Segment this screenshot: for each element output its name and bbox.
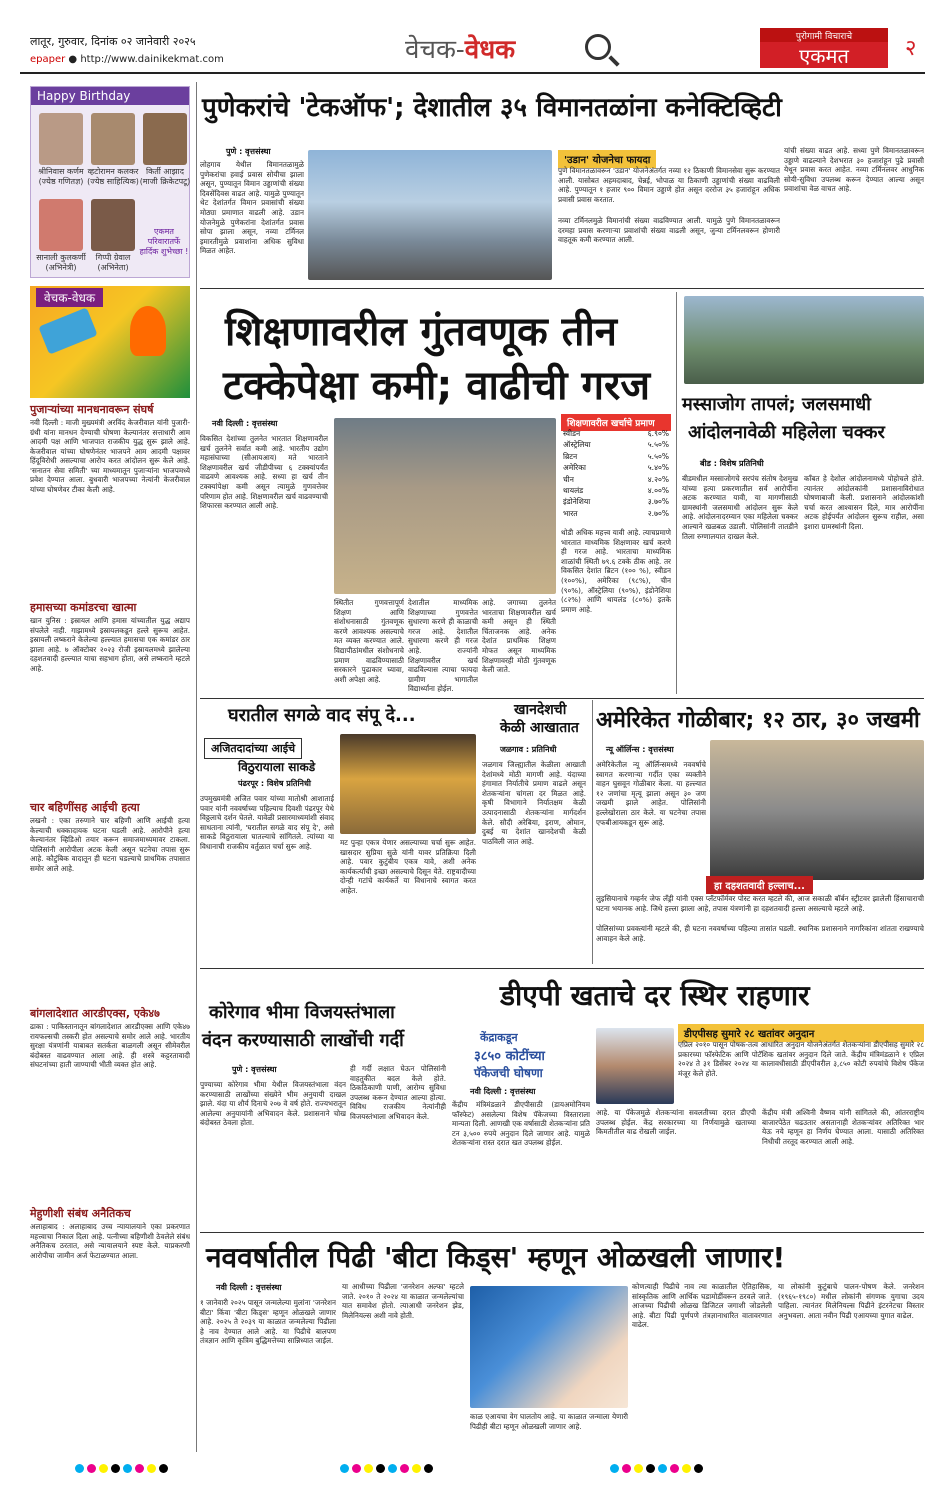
byline: नवी दिल्ली : वृत्तसंस्था (216, 1283, 282, 1292)
registration-dot (400, 1464, 409, 1473)
left-article-text: खान युनिस : इस्रायल आणि हमास यांच्यातील युद्ध अद्याप संपलेले नाही. गाझामध्ये इस्रायलकडून हल्ले सुरूच आहेत. इस्रायली लष्कराने केलेल्या हल्ल्यात हमासचा एक कमांडर ठार झाला आहे. ७ ऑक्टोबर २०२३ रोजी इस्रायलमध्ये झालेल्या दहशतवादी हल्ल्यात याचा सहभाग होता, असे लष्कराने म्हटले आहे. (30, 616, 190, 673)
print-registration-marks (75, 1464, 168, 1473)
registration-dot (147, 1464, 156, 1473)
portrait-2 (91, 113, 135, 165)
beta-baby-image (470, 1286, 628, 1408)
table-row (561, 508, 671, 519)
article-text: बीडमधील मस्साजोगचे सरपंच संतोष देशमुख यांच्या हत्या प्रकरणातील सर्व आरोपींना अटक करण्यात यावी, या मागणीसाठी ग्रामस्थांनी जलसमाधी आंदोलन सुरू केले आहे. आंदोलनादरम्यान एका महिलेला चक्कर आल्याने खळबळ उडाली. पोलिसांनी तातडीने तिला रुग्णालयात दाखल केले. (682, 474, 798, 541)
registration-dot (658, 1464, 667, 1473)
left-article-text: ढाका : पाकिस्तानातून बांगलादेशात आरडीएक्स आणि एके४७ रायफल्सची तस्करी होत असल्याचे समोर आले आहे. भारतीय सुरक्षा यंत्रणांनी याबाबत सतर्कता बाळगली असून सीमेवरील बंदोबस्त वाढवण्यात आला आहे. ही शस्त्रे कट्टरतावादी संघटनांच्या हाती जाण्याची भीती व्यक्त होत आहे. (30, 1022, 190, 1069)
image-caption: काळ एआयचा वेग घालतोय आहे. या काळात जन्माला येणारी पिढीही बीटा म्हणून ओळखली जाणार आहे. (470, 1412, 628, 1431)
headline-massajog-line2: आंदोलनावेळी महिलेला चक्कर (688, 422, 885, 443)
registration-dot (634, 1464, 643, 1473)
section-rule (200, 698, 924, 699)
article-text: १ जानेवारी २०२५ पासून जन्मलेल्या मुलांना 'जनरेशन बीटा' किंवा 'बीटा किड्स' म्हणून ओळखले जाणार आहे. २०२५ ते २०३९ या काळात जन्मलेल्या पिढीला हे नाव देण्यात आले आहे. या पिढीचे बालपण तंत्रज्ञान आणि कृत्रिम बुद्धिमत्तेच्या सान्निध्यात जाईल. (200, 1298, 336, 1346)
registration-dot (424, 1464, 433, 1473)
headline-massajog: मस्साजोग तापलं; जलसमाधी (682, 394, 871, 415)
box-heading: डीएपीसह सुमारे २८ खतांवर अनुदान (678, 1024, 924, 1042)
table-row (561, 496, 671, 507)
birthday-name: गिप्पी ग्रेवाल (अभिनेता) (95, 253, 131, 272)
box-text: पुणे विमानतळावरून 'उडान' योजनेअंतर्गत नव्या १२ ठिकाणी विमानसेवा सुरू करण्यात आली. यासोबत अहमदाबाद, चेन्नई, भोपाळ या ठिकाणी उड्डाणांची संख्या वाढविली आहे. पुण्यातून १ हजार ९०० विमान उड्डाणे होत असून दररोज ३५ हजारांहून अधिक प्रवासी प्रवास करतात. (558, 166, 780, 204)
logo-tagline: पुरोगामी विचाराचे (760, 28, 888, 42)
article-text: केंद्रीय मंत्री अश्विनी वैष्णव यांनी सांगितले की, आंतरराष्ट्रीय बाजारपेठेत चढउतार असतानाही शेतकऱ्यांवर अतिरिक्त भार येऊ नये म्हणून हा निर्णय घेण्यात आला. यासाठी अतिरिक्त निधीची तरतूद करण्यात आली आहे. (762, 1108, 924, 1146)
article-text: स्थितीत गुणवत्तापूर्ण शिक्षण आणि संशोधनासाठी गुंतवणूक करणे आवश्यक असल्याचे मत व्यक्त करण्यात आले. विद्यापीठांमधील संशोधनाचे प्रमाण वाढविण्यासाठी सरकारने पुढाकार घ्यावा, अशी अपेक्षा आहे. (334, 598, 404, 684)
birthday-wish: एकमत परिवारातर्फे हार्दिक शुभेच्छा ! (139, 227, 189, 256)
article-text: काँबत हे देशोल आंदोलनामध्ये पोहोचले होते. त्यानंतर आंदोलकांनी प्रशासनाविरोधात घोषणाबाजी केली. प्रशासनाने आंदोलकांशी चर्चा करत आश्वासन दिले, मात्र आरोपींना अटक होईपर्यंत आंदोलन सुरूच राहील, असा इशारा ग्रामस्थांनी दिला. (804, 474, 924, 531)
box-heading: 'उडान' योजनेचा फायदा (558, 150, 656, 168)
country-cell: अमेरिका (563, 463, 586, 473)
airport-photo (308, 150, 552, 280)
article-text: या आधीच्या पिढीला 'जनरेशन अल्फा' म्हटले जाते. २०१० ते २०२४ या काळात जन्मलेल्यांचा यात समावेश होतो. त्याआधी जनरेशन झेड, मिलेनियल्स अशी नावे होती. (342, 1282, 464, 1320)
left-article-text: नवी दिल्ली : माजी मुख्यमंत्री अरविंद केजरीवाल यांनी पुजारी-ग्रंथी यांना मानधन देण्याची घोषणा केल्यानंतर सत्ताधारी आम आदमी पक्ष आणि भाजपात राजकीय युद्ध सुरू झाले आहे. केजरीवाल यांच्या घोषणेनंतर भाजपने आम आदमी पक्षावर हिंदूविरोधी असल्याचा आरोप करत आंदोलन सुरू केले आहे. 'सनातन सेवा समिती' च्या माध्यमातून पुजाऱ्यांना भाजपमध्ये प्रवेश देण्यात आला. बुधवारी भाजपच्या नेत्यांनी केजरीवाल यांच्या घोषणेवर टीका केली आहे. (30, 418, 190, 494)
article-text: लोहगाव येथील विमानतळामुळे पुणेकरांचा हवाई प्रवास सोयीचा झाला असून, पुण्यातून विमान उड्डाणांची संख्या दिवसेंदिवस वाढत आहे. यामुळे पुण्यातून थेट देशांतर्गत विमान प्रवासांची संख्या मोठ्या प्रमाणात वाढली आहे. उडान योजनेमुळे पुणेकरांना देशांतर्गत प्रवास सोपा झाला असून, नव्या टर्मिनल इमारतीमुळे प्रवाशांना अधिक सुविधा मिळत आहेत. (200, 160, 304, 256)
registration-dot (111, 1464, 120, 1473)
column-divider (592, 700, 593, 964)
headline-koregaon-line2: वंदन करण्यासाठी लाखोंची गर्दी (202, 1030, 404, 1051)
registration-dot (694, 1464, 703, 1473)
subhead-ajit: अजितदादांच्या आईचे (204, 738, 302, 759)
registration-dot (99, 1464, 108, 1473)
left-section-banner (30, 286, 190, 398)
table-heading: शिक्षणावरील खर्चाचे प्रमाण (561, 414, 671, 431)
dateline: लातूर, गुरुवार, दिनांक ०२ जानेवारी २०२५ (30, 35, 196, 48)
broom-symbol-image (38, 307, 97, 354)
headline-ajit: घरातील सगळे वाद संपू दे... (228, 705, 416, 726)
registration-dot (75, 1464, 84, 1473)
byline: बीड : विशेष प्रतिनिधी (700, 459, 764, 468)
article-text: नव्या टर्मिनलमुळे विमानांची संख्या वाढविण्यात आली. यामुळे पुणे विमानतळावरून दरमहा प्रवास करणाऱ्या प्रवाशांची संख्या वाढली असून, जुन्या टर्मिनलवरून होणारी वाहतूक कमी करण्यात आली. (558, 216, 780, 245)
article-text: या लोकांनी कुटुंबाचे पालन-पोषण केले. जनरेशन (१९६५-१९८०) मधील लोकांनी संगणक युगाचा उदय पाहिला. त्यानंतर मिलेनियल्स पिढीने इंटरनेटचा विस्तार अनुभवला. आता नवीन पिढी एआयच्या युगात वाढेल. (778, 1282, 924, 1320)
portrait-1 (39, 113, 83, 165)
birthday-name: श्रीनिवास कर्णम (ज्येष्ठ गणितज्ञ) (38, 167, 84, 186)
country-cell: चीन (563, 474, 574, 484)
birthday-title: Happy Birthday (31, 87, 189, 105)
section-rule (200, 288, 924, 289)
value-cell: ६.९०% (647, 429, 669, 438)
table-row (561, 474, 671, 485)
left-headline: मेहुणीशी संबंध अनैतिकच (30, 1207, 131, 1220)
value-cell: ५.५०% (647, 440, 669, 450)
left-headline: चार बहिणींसह आईची हत्या (30, 801, 140, 814)
masthead-rule (20, 72, 925, 74)
byline: नवी दिल्ली : वृत्तसंस्था (212, 419, 278, 428)
left-article-text: लखनौ : एका तरुणाने चार बहिणी आणि आईची हत्या केल्याची धक्कादायक घटना घडली आहे. आरोपीने हत्या केल्यानंतर व्हिडिओ तयार करून समाजमाध्यमावर टाकला. पोलिसांनी आरोपीला अटक केली असून घटनेचा तपास सुरू आहे. कौटुंबिक वादातून ही घटना घडल्याचे प्राथमिक तपासात समोर आले आहे. (30, 816, 190, 873)
subhead-ajit-line2: विठुरायाला साकडे (238, 760, 316, 774)
left-headline: बांगलादेशात आरडीएक्स, एके४७ (30, 1007, 160, 1020)
byline: जळगाव : प्रतिनिधी (500, 745, 557, 754)
subhead-dap-line3: पॅकेजची घोषणा (474, 1066, 543, 1080)
value-cell: ५.५०% (647, 451, 669, 461)
value-cell: ५.४०% (647, 463, 669, 473)
masthead (20, 28, 925, 72)
left-headline: पुजाऱ्यांच्या मानधनावरून संघर्ष (30, 403, 154, 416)
column-divider (196, 82, 197, 1452)
registration-dot (123, 1464, 132, 1473)
value-cell: ४.००% (647, 486, 669, 496)
portrait-3 (143, 113, 187, 165)
epaper-link[interactable]: epaper ● http://www.dainikekmat.com (30, 54, 224, 65)
column-divider (676, 292, 677, 694)
section-rule (200, 968, 924, 969)
logo-name: एकमत (799, 44, 849, 68)
classroom-photo (334, 418, 556, 594)
education-spend-table (561, 428, 671, 519)
byline: पंढरपूर : विशेष प्रतिनिधी (238, 779, 311, 788)
country-cell: भारत (563, 508, 578, 518)
article-text: थोडी अधिक महत्त्व यावी आहे. त्याचप्रमाणे भारतात माध्यमिक शिक्षणावर खर्च करणे ही गरज आहे. भारताचा माध्यमिक शाळांची स्थिती ७९.६ टक्के ठीक आहे. तर विकसित देशांत ब्रिटन (१०० %), स्वीडन (१००%), अमेरिका (९८%), चीन (९०%), ऑस्ट्रेलिया (९०%), इंडोनेशिया (८२%) आणि थायलंड (८०%) इतके प्रमाण आहे. (561, 528, 671, 614)
headline-education: शिक्षणावरील गुंतवणूक तीन (225, 309, 618, 355)
byline: पुणे : वृत्तसंस्था (232, 1065, 277, 1074)
registration-dot (364, 1464, 373, 1473)
minister-photo (596, 1028, 674, 1104)
left-section-label: वेचक-वेधक (36, 288, 103, 307)
registration-dot (135, 1464, 144, 1473)
headline-koregaon: कोरेगाव भीमा विजयस्तंभाला (209, 1002, 395, 1023)
registration-dot (87, 1464, 96, 1473)
value-cell: ३.७०% (647, 497, 669, 507)
birthday-name: व्हटोरामन कलकर (ज्येष्ठ साहित्यिक) (87, 167, 139, 186)
country-cell: ऑस्ट्रेलिया (563, 440, 591, 450)
country-cell: इंडोनेशिया (563, 497, 591, 507)
box-text: एप्रिल २०१० पासून पोषक-तत्व आधारित अनुदान योजनेअंतर्गत शेतकऱ्यांना डीएपीसह सुमारे २८ प्रकारच्या फॉस्फेटिक आणि पोटॅशिक खतांवर अनुदान दिले जाते. केंद्रीय मंत्रिमंडळाने १ एप्रिल २०२४ ते ३१ डिसेंबर २०२४ या कालावधीसाठी डीएपीवरील ३,८५० कोटी रुपयांचे विशेष पॅकेज मंजूर केले होते. (678, 1040, 924, 1078)
value-cell: ४.२०% (647, 474, 669, 484)
registration-dot (610, 1464, 619, 1473)
newspaper-logo (760, 28, 888, 68)
subhead-dap: केंद्राकडून (480, 1031, 518, 1044)
headline-jalgaon: खानदेशची (514, 702, 567, 718)
registration-dot (340, 1464, 349, 1473)
birthday-name: किर्ती आझाद (माजी क्रिकेटपटू) (139, 167, 191, 186)
table-row (561, 485, 671, 496)
epaper-label: epaper (30, 54, 66, 65)
article-text: कोणत्याही पिढीचे नाव त्या काळातील ऐतिहासिक, सांस्कृतिक आणि आर्थिक घडामोडींवरून ठरवले जाते. आजच्या पिढीची ओळख डिजिटल जगाशी जोडलेली आहे. बीटा पिढी पूर्णपणे तंत्रज्ञानाधारित वातावरणात वाढेल. (632, 1282, 772, 1330)
table-row (561, 428, 671, 439)
byline: पुणे : वृत्तसंस्था (226, 147, 271, 156)
article-text: अमेरिकेतील न्यू ऑर्लिन्समध्ये नववर्षाचे स्वागत करणाऱ्या गर्दीत एका व्यक्तीने वाहन घुसवून गोळीबार केला. या हल्ल्यात १२ जणांचा मृत्यू झाला असून ३० जण जखमी झाले आहेत. पोलिसांनी हल्लेखोराला ठार केले. या घटनेचा तपास एफबीआयकडून सुरू आहे. (596, 760, 706, 827)
portrait-5 (91, 199, 135, 251)
registration-dot (412, 1464, 421, 1473)
article-text: जळगाव जिल्ह्यातील केळीला आखाती देशांमध्ये मोठी मागणी आहे. यंदाच्या हंगामात निर्यातीचे प्रमाण वाढले असून शेतकऱ्यांना चांगला दर मिळत आहे. कृषी विभागाने निर्यातक्षम केळी उत्पादनासाठी शेतकऱ्यांना मार्गदर्शन केले. सौदी अरेबिया, इराण, ओमान, दुबई या देशांत खानदेशची केळी पाठविली जात आहे. (482, 760, 586, 846)
registration-dot (622, 1464, 631, 1473)
print-registration-marks (610, 1464, 703, 1473)
section-title-part1: वेचक- (405, 35, 465, 65)
registration-dot (376, 1464, 385, 1473)
country-cell: ब्रिटन (563, 451, 578, 461)
article-text: आहे. जगाच्या तुलनेत भारताचा शिक्षणावरील खर्च कमी असून ही स्थिती चिंताजनक आहे. अनेक देशांत प्राथमिक शिक्षण मोफत असून माध्यमिक शिक्षणावरही मोठी गुंतवणूक केली जाते. (482, 598, 556, 675)
headline-education-line2: टक्केपेक्षा कमी; वाढीची गरज (223, 363, 651, 409)
epaper-url[interactable]: http://www.dainikekmat.com (80, 54, 224, 65)
byline: नवी दिल्ली : वृत्तसंस्था (470, 1087, 536, 1096)
section-title-part2: वेधक (464, 35, 516, 65)
headline-us-shooting: अमेरिकेत गोळीबार; १२ ठार, ३० जखमी (596, 708, 920, 733)
article-text: उपमुख्यमंत्री अजित पवार यांच्या मातोश्री आशाताई पवार यांनी नववर्षाच्या पहिल्याच दिवशी पंढरपूर येथे विठ्ठलाचे दर्शन घेतले. यावेळी प्रसारमाध्यमांशी संवाद साधताना त्यांनी, 'घरातील सगळे वाद संपू दे', असे साकडे विठुरायाला घातल्याचे सांगितले. त्यांच्या या विधानाची राजकीय वर्तुळात चर्चा सुरू आहे. (200, 794, 334, 851)
table-row (561, 439, 671, 450)
lotus-symbol-image (130, 306, 166, 356)
magnifier-icon (585, 34, 611, 60)
registration-dot (646, 1464, 655, 1473)
registration-dot (670, 1464, 679, 1473)
headline-jalgaon-line2: केळी आखातात (500, 720, 579, 736)
registration-dot (159, 1464, 168, 1473)
caption-text: लुइसियानाचे गव्हर्नर जेफ लँड्री यांनी एक्स प्लॅटफॉर्मवर पोस्ट करत म्हटले की, आज सकाळी बॉर्बन स्ट्रीटवर झालेली हिंसाचाराची घटना भयानक आहे. जिथे हल्ला झाला आहे, तपास यंत्रणांनी हा दहशतवादी हल्ला असल्याचे म्हटले आहे. (596, 894, 924, 913)
registration-dot (352, 1464, 361, 1473)
article-text: केंद्रीय मंत्रिमंडळाने डीएपीसाठी (डायअमोनियम फॉस्फेट) असलेल्या विशेष पॅकेजच्या विस्ताराला मान्यता दिली. आणखी एक वर्षासाठी शेतकऱ्यांना प्रति टन ३,५०० रुपये अनुदान दिले जाणार आहे. यामुळे शेतकऱ्यांना रास्त दरात खत उपलब्ध होईल. (452, 1100, 590, 1148)
crime-scene-photo (710, 740, 924, 880)
birthday-box (30, 86, 190, 278)
article-text: यांची संख्या वाढत आहे. सध्या पुणे विमानतळावरून उड्डाणे वाढल्याने देशभरात ३० हजारांहून पुढे प्रवासी येथून प्रवास करत आहेत. नव्या टर्मिनलवर आधुनिक सोयी-सुविधा उपलब्ध करून देण्यात आल्या असून प्रवाशांचा वेळ वाचत आहे. (784, 146, 924, 194)
country-cell: स्वीडन (563, 429, 581, 438)
protest-photo (684, 296, 924, 384)
country-cell: थायलंड (563, 486, 584, 496)
article-text: देशातील माध्यमिक शिक्षणाच्या गुणवत्तेत सुधारणा करणे ही काळाची गरज आहे. देशातील सुधारणा करणे ही गरज आहे. राज्यांनी शिक्षणावरील खर्च वाढविल्यास त्याचा फायदा ग्रामीण भागातील विद्यार्थ्यांना होईल. (408, 598, 478, 694)
table-row (561, 451, 671, 462)
byline: न्यू ऑर्लिन्स : वृत्तसंस्था (606, 745, 674, 754)
headline-beta: नववर्षातील पिढी 'बीटा किड्स' म्हणून ओळखली जाणार! (206, 1241, 786, 1274)
article-text: ही गर्दी लक्षात घेऊन पोलिसांनी वाहतुकीत बदल केले होते. ठिकठिकाणी पाणी, आरोग्य सुविधा उपलब्ध करून देण्यात आल्या होत्या. विविध राजकीय नेत्यांनीही विजयस्तंभाला अभिवादन केले. (350, 1064, 446, 1121)
article-text: पोलिसांच्या प्रवक्त्यांनी म्हटले की, ही घटना नववर्षाच्या पहिल्या तासांत घडली. स्थानिक प्रशासनाने नागरिकांना शांतता राखण्याचे आवाहन केले आहे. (596, 924, 924, 943)
article-text: आहे. या पॅकेजमुळे शेतकऱ्यांना सवलतीच्या दरात डीएपी उपलब्ध होईल. केंद्र सरकारच्या या निर्णयामुळे खताच्या किमतीतील वाढ रोखली जाईल. (596, 1108, 756, 1137)
table-row (561, 462, 671, 473)
headline-pune: पुणेकरांचे 'टेकऑफ'; देशातील ३५ विमानतळांना कनेक्टिव्हिटी (202, 93, 782, 123)
left-article-text: अलाहाबाद : अलाहाबाद उच्च न्यायालयाने एका प्रकरणात महत्त्वाचा निकाल दिला आहे. पत्नीच्या बहिणीशी ठेवलेले संबंध अनैतिकच ठरतात, असे न्यायालयाने स्पष्ट केले. याप्रकरणी आरोपीचा जामीन अर्ज फेटाळण्यात आला. (30, 1222, 190, 1260)
registration-dot (388, 1464, 397, 1473)
article-text: मट पुन्हा एकत्र येणार असल्याच्या चर्चा सुरू आहेत. खासदार सुप्रिया सुळे यांनी यावर प्रतिक्रिया दिली आहे. पवार कुटुंबीय एकत्र यावे, अशी अनेक कार्यकर्त्यांची इच्छा असल्याचे दिसून येते. राष्ट्रवादीच्या दोन्ही गटांचे कार्यकर्ते या विधानाचे स्वागत करत आहेत. (340, 838, 476, 895)
print-registration-marks (340, 1464, 433, 1473)
photo-caption-heading: हा दहशतवादी हल्लाच... (706, 876, 813, 894)
left-headline: हमासच्या कमांडरचा खात्मा (30, 601, 137, 614)
section-rule (200, 1232, 924, 1233)
value-cell: २.७०% (647, 508, 669, 518)
subhead-dap-line2: ३८५० कोटींच्या (474, 1049, 545, 1064)
article-text: पुण्याच्या कोरेगाव भीमा येथील विजयस्तंभाला वंदन करण्यासाठी लाखोंच्या संख्येने भीम अनुयायी दाखल झाले. यंदा या शौर्य दिनाचे २०७ वे वर्ष होते. राज्यभरातून आलेल्या अनुयायांनी अभिवादन केले. प्रशासनाने चोख बंदोबस्त ठेवला होता. (200, 1080, 346, 1128)
page-number: २ (905, 36, 917, 61)
birthday-name: सानाली कुलकर्णी (अभिनेत्री) (36, 253, 86, 272)
section-title (405, 30, 515, 66)
registration-dot (682, 1464, 691, 1473)
temple-photo (340, 734, 476, 834)
article-text: विकसित देशांच्या तुलनेत भारतात शिक्षणावरील खर्च तुलनेने सर्वात कमी आहे. भारतीय उद्योग महासंघाच्या (सीआयआय) मते भारताने शिक्षणावरील खर्च जीडीपीच्या ६ टक्क्यांपर्यंत वाढवणे आवश्यक आहे. सध्या हा खर्च तीन टक्क्यांपेक्षा कमी असून त्यामुळे गुणवत्तेवर परिणाम होत आहे. शिक्षणावरील खर्च वाढवण्याची शिफारस करण्यात आली आहे. (200, 434, 328, 511)
portrait-4 (39, 199, 83, 251)
headline-dap: डीएपी खताचे दर स्थिर राहणार (500, 979, 810, 1012)
